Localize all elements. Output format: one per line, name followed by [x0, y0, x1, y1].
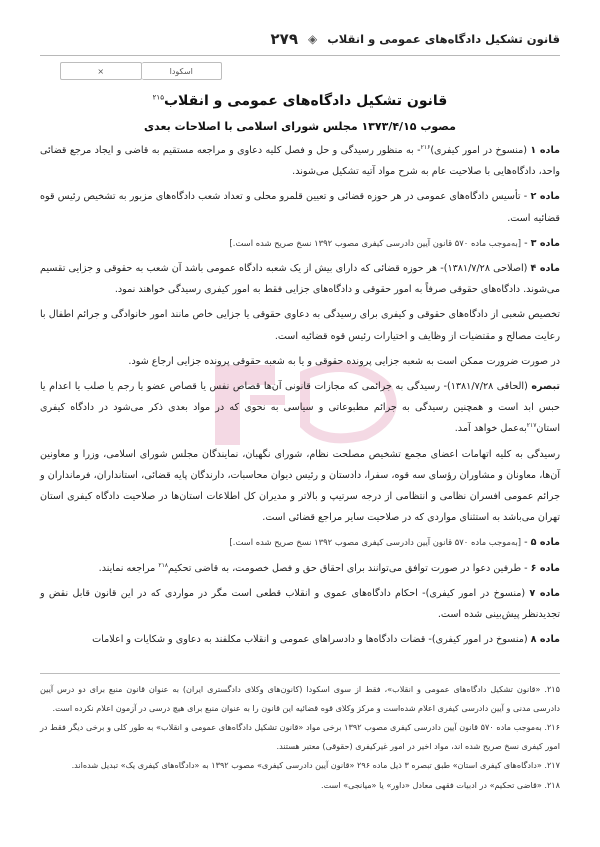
article-label: ماده ۸ — [530, 634, 560, 646]
article-7: ماده ۷ (منسوخ در امور کیفری)- احکام دادگاه‌های عموی و انقلاب قطعی است مگر در مواردی که در این قانون قابل نقض و تجدیدنظر پیش‌بینی شده است. — [40, 587, 560, 621]
article-label: ماده ۷ — [529, 587, 560, 599]
article-1: ماده ۱ (منسوخ در امور کیفری)$^{۲۱۶}$- به منظور رسیدگی و حل و فصل کلیه دعاوی و مراجعه مستقیم به قاضی و ایجاد مرجع قضائی واحد، دادگاه‌هایی با صلاحیت عام به شرح مواد آتیه تشکیل می‌شوند. — [40, 143, 560, 178]
article-label: ماده ۲ — [530, 191, 560, 203]
footnote-215: ۲۱۵. «قانون تشکیل دادگاه‌های عمومی و انقلاب»، فقط از سوی اسکودا (کانون‌های وکلای دادگستری ایران) به عنوان قانون منبع برای دو درس آیین دادرسی مدنی و آیین دادرسی کیفری اعلام شده‌است و مرکز وکلای قوه قضائیه این قانون را به عنوان منبع برای هیچ درسی در آزمون اعلام نکرده است. — [40, 684, 560, 713]
law-title-text: قانون تشکیل دادگاه‌های عمومی و انقلاب — [163, 93, 448, 109]
article-label: ماده ۱ — [530, 145, 560, 156]
article-3: ماده ۳ - [به‌موجب ماده ۵۷۰ قانون آیین دادرسی کیفری مصوب ۱۳۹۲ نسخ صریح شده است.] — [229, 237, 560, 249]
article-4-paragraph-2: تخصیص شعبی از دادگاه‌های حقوقی و کیفری برای رسیدگی به دعاوی حقوقی یا جزایی خاص مانند امور خانوادگی و جرائم اطفال با رعایت مصالح و مقتضیات از وظایف و اختیارات رئیس قوه قضائیه است. — [40, 309, 560, 342]
footnote-ref[interactable]: ۲۱۶ — [420, 143, 431, 151]
law-body — [40, 140, 560, 654]
article-6: ماده ۶ - طرفین دعوا در صورت توافق می‌توانند برای احقاق حق و فصل خصومت، به قاضی تحکیم$^{۲۱۸}$ مراجعه نمایند. — [98, 561, 560, 574]
article-5: ماده ۵ - [به‌موجب ماده ۵۷۰ قانون آیین دادرسی کیفری مصوب ۱۳۹۲ نسخ صریح شده است.] — [229, 537, 560, 549]
law-title-footnote-ref[interactable]: ۲۱۵ — [152, 93, 164, 102]
repeal-note: [به‌موجب ماده ۵۷۰ قانون آیین دادرسی کیفری مصوب ۱۳۹۲ نسخ صریح شده است.] — [229, 537, 522, 548]
law-subtitle: مصوب ۱۳۷۳/۴/۱۵ مجلس شورای اسلامی با اصلاحات بعدی — [144, 120, 456, 133]
close-button[interactable] — [60, 62, 142, 80]
page-header — [40, 28, 560, 50]
running-title: قانون تشکیل دادگاه‌های عمومی و انقلاب — [327, 32, 560, 46]
header-divider — [40, 55, 560, 56]
article-4: ماده ۴ (اصلاحی ۱۳۸۱/۷/۲۸)- هر حوزه قضائی که دارای بیش از یک شعبه دادگاه عمومی باشد آن شعب به حقوقی و جزایی تقسیم می‌شوند. دادگاه‌های حقوقی صرفاً به امور حقوقی و دادگاه‌های جزایی فقط به امور کیفری رسیدگی خواهند نمود. — [40, 263, 560, 296]
search-toolbar — [60, 62, 222, 80]
repeal-note: [به‌موجب ماده ۵۷۰ قانون آیین دادرسی کیفری مصوب ۱۳۹۲ نسخ صریح شده است.] — [229, 237, 522, 248]
footnotes — [40, 680, 560, 795]
article-4-paragraph-3: در صورت ضرورت ممکن است به شعبه جزایی پرونده حقوقی و یا به شعبه حقوقی پرونده جزایی ارجاع شود. — [128, 355, 560, 367]
article-label: ماده ۴ — [530, 263, 560, 275]
article-label: ماده ۵ — [530, 537, 560, 549]
article-label: ماده ۳ — [530, 237, 560, 249]
article-label: ماده ۶ — [530, 562, 560, 574]
footnote-218: ۲۱۸. «قاضی تحکیم» در ادبیات فقهی معادل «داور» یا «میانجی» است. — [321, 779, 560, 790]
note-label: تبصره — [531, 381, 560, 393]
diamond-ornament-icon: ◈ — [308, 32, 318, 46]
page-number: ۲۷۹ — [270, 30, 298, 48]
footnote-ref[interactable]: ۲۱۷ — [526, 422, 537, 430]
article-8: ماده ۸ (منسوخ در امور کیفری)- قضات دادگاه‌ها و دادسراهای عمومی و انقلاب مکلفند به دعاوی و شکایات و اعلامات — [92, 634, 560, 646]
footnote-216: ۲۱۶. به‌موجب ماده ۵۷۰ قانون آیین دادرسی کیفری مصوب ۱۳۹۲ برخی مواد «قانون تشکیل دادگاه‌های عمومی و انقلاب» به طور کلی و برخی دیگر فقط در امور کیفری نسخ صریح شده اند، مواد اخیر در امور غیرکیفری (حقوقی) معتبر هستند. — [40, 722, 560, 751]
close-icon: × — [97, 66, 105, 76]
search-tag-button[interactable]: اسکودا — [142, 62, 223, 80]
article-4-note-paragraph-2: رسیدگی به کلیه اتهامات اعضای مجمع تشخیص مصلحت نظام، شورای نگهبان، نمایندگان مجلس شورای اسلامی، وزرا و معاونین آن‌ها، معاونان و مشاوران رؤسای سه قوه، سفرا، دادستان و رئیس دیوان محاسبات، دارندگان پایه قضائی، استانداران، فرمانداران و جرائم عمومی افسران نظامی و انتظامی از درجه سرتیپ و بالاتر و مدیران کل اطلاعات استان‌ها در صلاحیت دادگاه کیفری استان تهران می‌باشد به استثنای مواردی که در صلاحیت سایر مراجع قضائی است. — [40, 448, 560, 524]
footnote-217: ۲۱۷. «دادگاه‌های کیفری استان» طبق تبصره ۳ ذیل ماده ۲۹۶ «قانون آیین دادرسی کیفری» مصوب ۱۳۹۲ به «دادگاه‌های کیفری یک» تبدیل شده‌اند. — [71, 760, 560, 770]
law-title — [40, 93, 560, 109]
article-2: ماده ۲ - تأسیس دادگاه‌های عمومی در هر حوزه قضائی و تعیین قلمرو محلی و تعداد شعب دادگاه‌های مزبور به تشخیص رئیس قوه قضائیه است. — [40, 191, 560, 224]
article-4-note: تبصره (الحاقی ۱۳۸۱/۷/۲۸)- رسیدگی به جرائمی که مجازات قانونی آن‌ها قصاص نفس یا قصاص عضو یا رجم یا صلب یا اعدام یا حبس ابد است و همچنین رسیدگی به جرائم مطبوعاتی و سیاسی به نحوی که در مواد بعدی ذکر می‌شود در دادگاه کیفری استان$^{۲۱۷}$به‌عمل خواهد آمد. — [40, 381, 560, 435]
footnote-ref[interactable]: ۲۱۸ — [158, 561, 169, 569]
footnote-divider — [40, 673, 560, 674]
